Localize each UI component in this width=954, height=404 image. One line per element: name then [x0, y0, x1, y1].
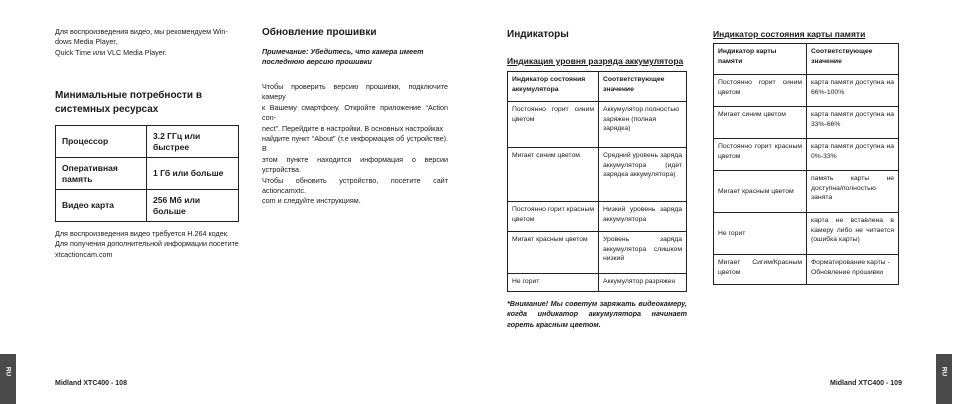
- sys-value-cpu-line2: быстрее: [153, 141, 190, 152]
- table-row: [714, 255, 899, 285]
- firmware-body-line: этом пункте находится информация о версии устройства.: [262, 154, 448, 175]
- battery-cell: Мигает красным цветом: [508, 232, 599, 274]
- side-tab-left-label: RU: [4, 366, 12, 377]
- battery-indicator-heading: Индикация уровня разряда аккумулятора: [507, 56, 684, 66]
- sys-label-cpu: Процессор: [56, 126, 147, 158]
- sys-label-ram-line1: Оперативная: [62, 163, 118, 173]
- firmware-note-line1: Примечание: Убедитесь, что камера имеет: [262, 47, 424, 56]
- battery-cell: Постоянно горит красным цветом: [508, 202, 599, 232]
- min-requirements-heading-line2: системных ресурсах: [55, 104, 159, 115]
- intro-line-3: Quick Time или VLC Media Player.: [55, 47, 167, 57]
- battery-header-indicator: Индикатор состояния аккумулятора: [508, 72, 599, 102]
- firmware-body-line: найдите пункт “About” (т.е информация об устройстве). В: [262, 134, 448, 154]
- card-cell: память карты не доступна/полностью занята: [807, 171, 899, 213]
- card-header-indicator: Индикатор карты памяти: [714, 44, 807, 75]
- battery-cell: Постоянно горит синим цветом: [508, 102, 599, 148]
- battery-cell: Уровень заряда аккумулятора слишком низкий: [599, 232, 687, 274]
- min-requirements-heading-line1: Минимальные потребности в: [55, 90, 202, 101]
- firmware-body-line: nect”. Перейдите в настройки. В основных настройках: [262, 123, 444, 133]
- table-row: [714, 107, 899, 139]
- battery-cell: Низкий уровень заряда аккумулятора: [599, 202, 687, 232]
- sys-value-ram: 1 Гб или больше: [147, 158, 239, 190]
- system-requirements-table: [55, 125, 239, 222]
- card-cell: Мигает красным цветом: [714, 171, 807, 213]
- battery-warning: *Внимание! Мы советум заряжать видеокамеру, когда индикатор аккумулятора начинает гореть красным цветом.: [507, 299, 687, 329]
- battery-header-meaning: Соответствующее значение: [599, 72, 687, 102]
- codec-line-2: Для получения дополнительной информации посетите: [55, 239, 239, 249]
- table-row: [508, 148, 687, 202]
- battery-indicator-table: [507, 71, 687, 292]
- sys-label-video: Видео карта: [56, 190, 147, 222]
- card-cell: Форматирование карты - Обновление прошивки: [807, 255, 899, 285]
- battery-cell: Средний уровень заряда аккумулятора (идет зарядка аккумулятора): [599, 148, 687, 202]
- playback-recommendation: [55, 27, 241, 58]
- table-row: [714, 139, 899, 171]
- sys-label-ram: [56, 158, 147, 190]
- intro-line-1: Для воспроизведения видео, мы рекомендуем Win-: [55, 27, 228, 36]
- firmware-body: [262, 82, 448, 207]
- card-cell: Постоянно горит красным цветом: [714, 139, 807, 171]
- sys-value-video-line1: 256 Мб или: [153, 195, 201, 205]
- table-row: [714, 75, 899, 107]
- codec-line-1: Для воспроизведения видео требуется H.264 кодек.: [55, 229, 229, 238]
- side-tab-right: [936, 354, 952, 404]
- min-requirements-heading: [55, 89, 255, 117]
- firmware-body-line: к Вашему смартфону. Откройте приложение “Action con-: [262, 102, 448, 123]
- firmware-body-line: Чтобы обновить устройство, посетите сайт actioncamxtc.: [262, 175, 448, 196]
- memory-card-indicator-heading: Индикатор состояния карты памяти: [713, 29, 866, 39]
- battery-cell: Аккумулятор разряжен: [599, 274, 687, 292]
- codec-line-3: xtcactioncam.com: [55, 249, 113, 259]
- card-cell: Мигает Сигим/Красным цветом: [714, 255, 807, 285]
- firmware-note-line2: последнюю версию прошивки: [262, 57, 372, 67]
- card-cell: карта памяти доступна на 33%-66%: [807, 107, 899, 139]
- sys-value-video-line2: больше: [153, 205, 186, 216]
- battery-cell: Аккумулятор полностью заряжен (полная зарядка): [599, 102, 687, 148]
- sys-value-cpu: [147, 126, 239, 158]
- side-tab-left: [0, 354, 16, 404]
- memory-card-indicator-table: [713, 43, 899, 285]
- firmware-body-line: com и следуйте инструкциям.: [262, 196, 361, 206]
- battery-cell: Мигает синим цветом: [508, 148, 599, 202]
- table-row: [56, 158, 239, 190]
- indicators-heading: Индикаторы: [507, 29, 569, 40]
- codec-note: [55, 229, 241, 260]
- intro-line-2: dows Media Player,: [55, 37, 118, 47]
- page-footer-left: Midland XTC400 - 108: [55, 380, 127, 387]
- sys-label-ram-line2: память: [62, 173, 93, 184]
- table-row: [508, 202, 687, 232]
- table-row: [56, 126, 239, 158]
- card-header-meaning: Соответствующее значение: [807, 44, 899, 75]
- firmware-heading: Обновление прошивки: [262, 27, 377, 38]
- firmware-note: [262, 47, 448, 68]
- card-cell: карта не вставлена в камеру либо не читается (ошибка карты): [807, 213, 899, 255]
- card-cell: карта памяти доступна на 66%-100%: [807, 75, 899, 107]
- table-row: [508, 102, 687, 148]
- page-footer-right: Midland XTC400 - 109: [830, 380, 902, 387]
- table-row: [508, 232, 687, 274]
- table-row: [508, 274, 687, 292]
- card-cell: карта памяти доступна на 0%-33%: [807, 139, 899, 171]
- table-row: [714, 171, 899, 213]
- table-row: [56, 190, 239, 222]
- card-cell: Постоянно горит синим цветом: [714, 75, 807, 107]
- sys-value-video: [147, 190, 239, 222]
- firmware-body-line: Чтобы проверить версию прошивки, подключите камеру: [262, 82, 448, 102]
- card-cell: Мигает синим цветом: [714, 107, 807, 139]
- card-cell: Не горит: [714, 213, 807, 255]
- table-row: [508, 72, 687, 102]
- side-tab-right-label: RU: [940, 366, 948, 377]
- sys-value-cpu-line1: 3.2 ГГц или: [153, 131, 201, 141]
- table-row: [714, 213, 899, 255]
- table-row: [714, 44, 899, 75]
- battery-cell: Не горит: [508, 274, 599, 292]
